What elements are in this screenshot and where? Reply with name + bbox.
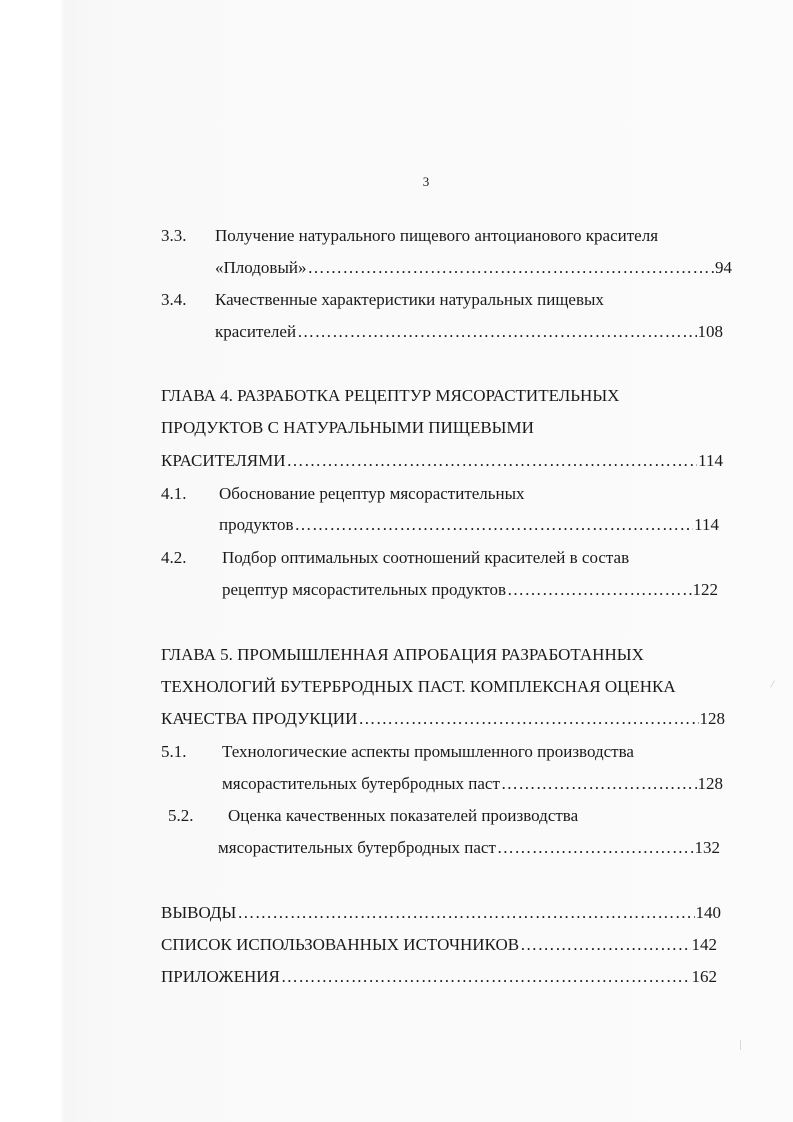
page-ref-conclusions: 140 [695,903,721,922]
section-title-5-1-line2: мясорастительных бутербродных паст [222,774,500,793]
chapter-5-title-line3: КАЧЕСТВА ПРОДУКЦИИ [161,709,358,728]
scan-artifact [740,1040,741,1050]
section-number-4-1: 4.1. [161,484,187,503]
toc-entry-3-4[interactable] [215,322,723,342]
section-title-5-2-line2: мясорастительных бутербродных паст [218,838,496,857]
dot-leader [307,258,714,278]
section-title-3-3-line2: «Плодовый» [215,258,307,277]
section-title-4-2-line2: рецептур мясорастительных продуктов [222,580,506,599]
section-number-3-3: 3.3. [161,226,187,245]
page-ref-4-2: 122 [692,580,718,599]
page-number: 3 [422,174,430,189]
dot-leader [297,322,696,342]
page-ref-3-3: 94 [715,258,732,277]
chapter-4-title-line3: КРАСИТЕЛЯМИ [161,451,286,470]
section-title-3-4-line1: Качественные характеристики натуральных пищевых [215,290,604,309]
toc-entry-conclusions[interactable] [161,903,721,923]
chapter-5-title-line1: ГЛАВА 5. ПРОМЫШЛЕННАЯ АПРОБАЦИЯ РАЗРАБОТАННЫХ [161,645,644,664]
section-title-5-2-line1: Оценка качественных показателей производства [228,806,579,825]
section-number-3-4: 3.4. [161,290,187,309]
dot-leader [286,451,697,471]
toc-entry-3-3[interactable] [215,258,732,278]
section-number-5-2: 5.2. [168,806,194,825]
page-ref-chapter-4: 114 [698,451,723,470]
dot-leader [520,935,690,955]
page-ref-3-4: 108 [697,322,723,341]
dot-leader [237,903,694,923]
dot-leader [295,515,694,535]
page-ref-references: 142 [691,935,717,954]
page-ref-5-1: 128 [697,774,723,793]
section-title-5-1-line1: Технологические аспекты промышленного производства [222,742,634,761]
section-number-4-2: 4.2. [161,548,187,567]
scan-artifact [770,680,775,687]
section-title-4-2-line1: Подбор оптимальных соотношений красителей в состав [222,548,630,567]
chapter-4-title-line2: ПРОДУКТОВ С НАТУРАЛЬНЫМИ ПИЩЕВЫМИ [161,418,534,437]
section-title-4-1-line1: Обоснование рецептур мясорастительных [219,484,525,503]
toc-entry-5-1[interactable] [222,774,723,794]
dot-leader [501,774,697,794]
references-label: СПИСОК ИСПОЛЬЗОВАННЫХ ИСТОЧНИКОВ [161,935,520,954]
dot-leader [358,709,698,729]
page-ref-5-2: 132 [694,838,720,857]
page-ref-4-1: 114 [694,515,719,534]
section-title-3-3-line1: Получение натурального пищевого антоцианового красителя [215,226,659,245]
page-ref-appendices: 162 [691,967,717,986]
conclusions-label: ВЫВОДЫ [161,903,237,922]
toc-entry-4-1[interactable] [219,515,719,535]
section-number-5-1: 5.1. [161,742,187,761]
toc-entry-4-2[interactable] [222,580,718,600]
dot-leader [507,580,692,600]
toc-entry-appendices[interactable] [161,967,717,987]
dot-leader [497,838,694,858]
section-title-3-4-line2: красителей [215,322,297,341]
toc-entry-chapter-4[interactable] [161,451,723,471]
chapter-5-title-line2: ТЕХНОЛОГИЙ БУТЕРБРОДНЫХ ПАСТ. КОМПЛЕКСНАЯ ОЦЕНКА [161,677,676,696]
toc-entry-5-2[interactable] [218,838,720,858]
appendices-label: ПРИЛОЖЕНИЯ [161,967,280,986]
page-ref-chapter-5: 128 [699,709,725,728]
toc-entry-references[interactable] [161,935,717,955]
chapter-4-title-line1: ГЛАВА 4. РАЗРАБОТКА РЕЦЕПТУР МЯСОРАСТИТЕЛЬНЫХ [161,386,620,405]
toc-entry-chapter-5[interactable] [161,709,725,729]
dot-leader [281,967,691,987]
section-title-4-1-line2: продуктов [219,515,294,534]
